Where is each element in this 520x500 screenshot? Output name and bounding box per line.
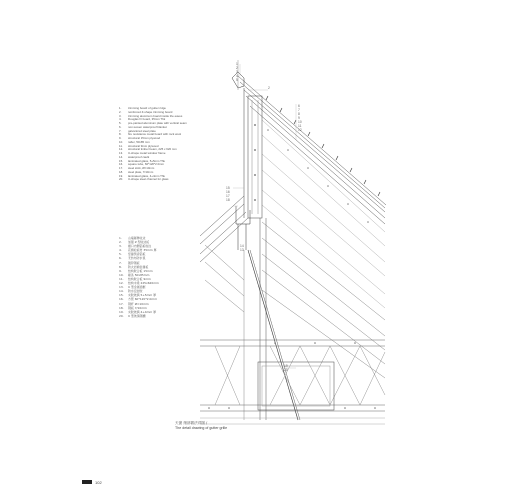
legend-item: 14. 防水密封胶	[119, 289, 143, 294]
callout-number: 13	[240, 248, 244, 252]
callout-number: 7	[298, 108, 300, 112]
legend-item: 17. steel stick, Ø=10mm	[119, 166, 155, 170]
page-marker-bar	[82, 480, 92, 484]
legend-item: 15. 夹胶玻璃 5+5mm 厚	[119, 293, 157, 298]
legend-item: 8. fire resistance metal board with rock wool	[119, 132, 182, 137]
legend-english	[119, 107, 187, 182]
callout-number: 20	[284, 368, 288, 372]
callout-number: 18	[226, 198, 230, 202]
legend-item: 15. laminated glass, 5+5mm Thk	[119, 158, 165, 163]
legend-item: 19. laminated glass, 4+4mm Thk	[119, 173, 165, 178]
callout-number: 14	[240, 244, 244, 248]
legend-item: 1. 山墙屋脊收边	[119, 236, 146, 240]
legend-item: 4. 花旗松板材 35mm 厚	[119, 248, 157, 253]
legend-item: 8. 防火岩棉金属板	[119, 264, 149, 269]
page-number: 102	[95, 479, 102, 485]
callout-number: 11	[298, 124, 302, 128]
callout-group-top	[236, 62, 238, 82]
legend-item: 11. 结构胶合板 9mm	[119, 276, 151, 281]
callout-number: 2	[236, 66, 238, 70]
legend-item: 11. structural 9mm plywood	[119, 143, 159, 148]
legend-item: 2. 加强 Z 型收边板	[119, 240, 150, 245]
caption-english: The detail drawing of gutter grille	[175, 426, 228, 430]
legend-item: 7. 镀锌钢板	[119, 260, 140, 265]
callout-group-right-lower	[240, 244, 244, 252]
legend-item: 5. pre-painted aluminum plate with vertical seam	[119, 121, 187, 125]
legend-item: 18. 钢板 7/10mm	[119, 305, 147, 310]
legend-item: 2. reinforced Z-shape trimming board	[119, 109, 173, 114]
legend-item: 1. trimming board of gutter ridge	[119, 106, 166, 110]
callout-number: 8	[298, 112, 300, 116]
legend-item: 20. U-shape steel channel for glass	[119, 177, 169, 182]
legend-item: 12. 结构木梁 225x620mm	[119, 281, 159, 286]
legend-item: 7. galvanized steel plate	[119, 128, 156, 133]
legend-item: 20. U 型玻璃钢槽	[119, 313, 146, 318]
legend-item: 10. rafter, 50x85 mm	[119, 139, 150, 144]
callout-number: 17	[226, 194, 230, 198]
callout-number: 10	[298, 120, 302, 124]
legend-item: 14. waterproof caulk	[119, 154, 150, 159]
callout-group-ridge	[268, 86, 270, 90]
legend-item: 6. 无纺布防水毯	[119, 256, 146, 261]
legend-item: 19. 夹胶玻璃 4+4mm 厚	[119, 309, 157, 314]
legend-item: 9. 结构胶合板 15mm	[119, 268, 153, 273]
roof-section	[200, 60, 386, 424]
legend-item: 3. 檐口内侧铝板收边	[119, 244, 152, 249]
callout-number: 6	[298, 104, 300, 108]
legend-item: 13. U 型金属窗框	[119, 285, 146, 290]
legend-item: 9. structural 15mm plywood	[119, 136, 161, 140]
legend-item: 12. structural timber beam, 225 x 620 mm	[119, 147, 177, 152]
legend-item: 17. 钢杆 Ø=10mm	[119, 301, 149, 306]
legend-chinese	[119, 236, 159, 318]
caption-chinese: 天窗 细部做法详图 /	[175, 421, 208, 425]
callout-group-bottom	[284, 364, 288, 372]
page-footer	[82, 479, 102, 485]
callout-number: 15	[226, 186, 230, 190]
legend-item: 5. 竖缝预涂铝板	[119, 252, 146, 257]
legend-item: 3. trimming aluminum board inside the eaves	[119, 113, 183, 118]
legend-item: 10. 椽条 50x85mm	[119, 272, 150, 277]
callout-number: 2	[268, 86, 270, 90]
legend-item: 18. steel plate, 7/10mm	[119, 169, 154, 174]
callout-number: 12	[298, 128, 302, 132]
legend-item: 16. square tube, 60*120*2.0mm	[119, 162, 164, 167]
callout-group-left-lower	[226, 186, 230, 202]
callout-number: 1	[236, 62, 238, 66]
callout-number: 5	[236, 78, 238, 82]
callout-group-right-upper	[298, 104, 302, 132]
legend-item: 16. 方管 60*120*2.0mm	[119, 297, 158, 302]
callout-number: 3	[236, 70, 238, 74]
callout-number: 9	[298, 116, 300, 120]
callout-number: 19	[284, 364, 288, 368]
legend-item: 4. Douglas fir board, 35mm Thk	[119, 117, 166, 122]
figure-caption	[175, 421, 227, 431]
callout-number: 16	[226, 190, 230, 194]
legend-item: 13. U-shape metal window frame	[119, 151, 166, 155]
legend-item: 6. non-woven waterproof blanket	[119, 124, 167, 129]
callout-number: 4	[236, 74, 238, 78]
